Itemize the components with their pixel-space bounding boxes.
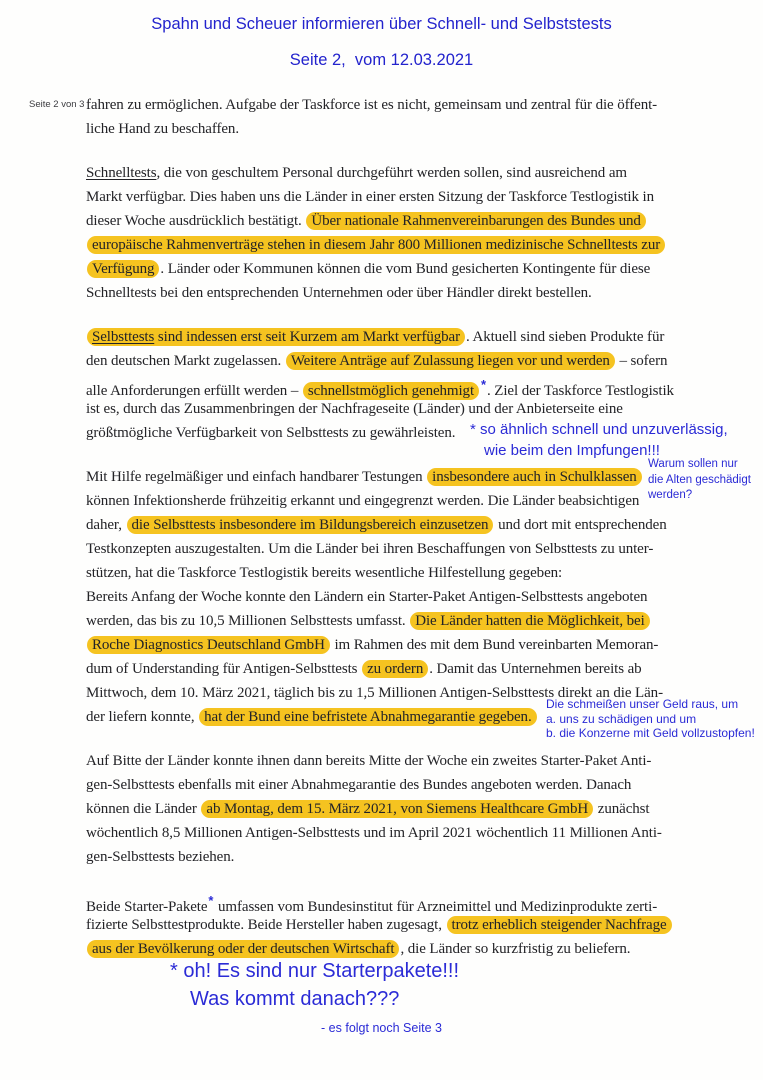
body-text: Schnelltests bei den entsprechenden Unternehmen oder über Händler direkt bestellen.	[86, 285, 592, 301]
text-line	[86, 373, 746, 397]
body-text: Mittwoch, dem 10. März 2021, täglich bis zu 1,5 Millionen Antigen-Selbsttests direkt an die Län-	[86, 685, 663, 701]
highlight-marker	[127, 516, 494, 534]
text-line	[86, 797, 746, 821]
text-line	[86, 561, 746, 585]
body-text: . Aktuell sind sieben Produkte für	[466, 329, 665, 345]
text-line	[86, 845, 746, 869]
body-text: der liefern konnte,	[86, 709, 199, 725]
text-line	[86, 257, 746, 281]
highlight-marker	[362, 660, 428, 678]
annotation-line: die Alten geschädigt	[648, 473, 751, 486]
highlighted-text: Über nationale Rahmenvereinbarungen des Bundes und	[311, 213, 641, 229]
body-text: fizierte Selbsttestprodukte. Beide Hersteller haben zugesagt,	[86, 917, 446, 933]
body-paragraph-schnelltests	[86, 161, 746, 305]
body-text: ist es, durch das Zusammenbringen der Nachfrageseite (Länder) und der Anbieterseite eine	[86, 401, 623, 417]
annotation-line: a. uns zu schädigen und um	[546, 711, 697, 726]
annotation-line: Die schmeißen unser Geld raus, um	[546, 697, 739, 711]
annotation-line: Was kommt danach???	[190, 988, 400, 1010]
body-text: Testkonzepten auszugestalten. Um die Länder bei ihren Beschaffungen von Selbsttests zu unter-	[86, 541, 654, 557]
highlighted-text: hat der Bund eine befristete Abnahmegarantie gegeben.	[204, 709, 532, 725]
annotation-line: * oh! Es sind nur Starterpakete!!!	[170, 960, 460, 982]
body-text: – sofern	[615, 353, 668, 369]
body-text: dum of Understanding für Antigen-Selbsttests	[86, 661, 362, 677]
document-subtitle-page-date: Seite 2, vom 12.03.2021	[289, 51, 474, 69]
highlight-marker	[427, 468, 642, 486]
body-text: und dort mit entsprechenden	[494, 517, 667, 533]
highlighted-text: Weitere Anträge auf Zulassung liegen vor und werden	[290, 353, 610, 369]
highlight-marker	[306, 212, 645, 230]
highlight-marker	[87, 236, 665, 254]
note-geld	[546, 697, 755, 741]
body-text: gen-Selbsttests beziehen.	[86, 849, 235, 865]
note-starterpakete	[170, 957, 459, 1013]
highlighted-text: aus der Bevölkerung oder der deutschen Wirtschaft	[92, 941, 395, 957]
annotation-line: werden?	[648, 489, 693, 501]
body-text: größtmögliche Verfügbarkeit von Selbsttests zu gewährleisten.	[86, 425, 456, 441]
body-text: alle Anforderungen erfüllt werden –	[86, 383, 302, 399]
text-line	[86, 609, 746, 633]
highlighted-text: Roche Diagnostics Deutschland GmbH	[92, 637, 325, 653]
text-line	[86, 185, 746, 209]
body-text: dieser Woche ausdrücklich bestätigt.	[86, 213, 306, 229]
highlight-marker	[199, 708, 536, 726]
body-text: Markt verfügbar. Dies haben uns die Länder in einer ersten Sitzung der Taskforce Testlogistik in	[86, 189, 655, 205]
text-line	[86, 513, 746, 537]
text-line	[86, 889, 746, 913]
text-line	[86, 657, 746, 681]
highlight-marker	[87, 260, 159, 278]
annotation-line: Warum sollen nur	[648, 458, 738, 470]
text-line	[86, 821, 746, 845]
page-marker: Seite 2 von 3	[29, 99, 85, 110]
body-text: den deutschen Markt zugelassen.	[86, 353, 285, 369]
text-line	[86, 281, 746, 305]
annotation-line: wie beim den Impfungen!!!	[484, 442, 660, 459]
highlighted-text: trotz erheblich steigender Nachfrage	[451, 917, 667, 933]
highlight-marker	[447, 916, 672, 934]
note-impfungen	[470, 419, 728, 461]
highlighted-text: die Selbsttests insbesondere im Bildungsbereich einzusetzen	[131, 517, 489, 533]
highlighted-text: schnellstmöglich genehmigt	[307, 383, 475, 399]
asterisk-marker: *	[481, 377, 486, 392]
body-paragraph-siemens	[86, 749, 746, 869]
highlighted-text: europäische Rahmenverträge stehen in diesem Jahr 800 Millionen medizinische Schnelltests zur	[92, 237, 661, 253]
text-line	[86, 117, 746, 141]
body-paragraph-schulklassen-roche	[86, 465, 746, 729]
body-text: zunächst	[594, 801, 650, 817]
text-line	[86, 93, 746, 117]
highlight-marker	[286, 352, 615, 370]
annotation-line: b. die Konzerne mit Geld vollzustopfen!	[546, 726, 755, 740]
text-line	[86, 749, 746, 773]
highlighted-text: sind indessen erst seit Kurzem am Markt verfügbar	[154, 329, 460, 345]
highlight-marker	[87, 636, 330, 654]
highlighted-text: zu ordern	[367, 661, 424, 677]
footer-note: - es folgt noch Seite 3	[321, 1021, 442, 1035]
text-line	[86, 633, 746, 657]
highlight-marker	[87, 328, 465, 346]
body-text: wöchentlich 8,5 Millionen Antigen-Selbsttests und im April 2021 wöchentlich 11 Millionen Anti-	[86, 825, 662, 841]
body-text: werden, das bis zu 10,5 Millionen Selbsttests umfasst.	[86, 613, 410, 629]
body-text: Auf Bitte der Länder konnte ihnen dann bereits Mitte der Woche ein zweites Starter-Paket Anti-	[86, 753, 652, 769]
body-text: stützen, hat die Taskforce Testlogistik bereits wesentliche Hilfestellung gegeben:	[86, 565, 563, 581]
document-body	[86, 93, 746, 981]
highlight-marker	[410, 612, 649, 630]
body-text: . Damit das Unternehmen bereits ab	[429, 661, 642, 677]
text-line	[86, 349, 746, 373]
body-text: , die Länder so kurzfristig zu beliefern.	[400, 941, 631, 957]
body-paragraph-intro	[86, 93, 746, 141]
text-line	[86, 325, 746, 349]
asterisk-marker: *	[208, 893, 214, 908]
text-line	[86, 489, 746, 513]
body-text: Beide Starter-Pakete	[86, 899, 208, 915]
text-line	[86, 585, 746, 609]
text-line	[86, 465, 746, 489]
body-paragraph-starter-pakete	[86, 889, 746, 961]
body-text: . Ziel der Taskforce Testlogistik	[487, 383, 674, 399]
note-alten	[648, 457, 751, 504]
text-line	[86, 397, 746, 421]
highlighted-text: ab Montag, dem 15. März 2021, von Siemens Healthcare GmbH	[206, 801, 589, 817]
body-text: fahren zu ermöglichen. Aufgabe der Taskforce ist es nicht, gemeinsam und zentral für die öffent-	[86, 97, 658, 113]
highlighted-text: Verfügung	[92, 261, 155, 277]
body-text: liche Hand zu beschaffen.	[86, 121, 239, 137]
highlight-marker	[201, 800, 593, 818]
body-text: können die Länder	[86, 801, 201, 817]
highlight-marker	[87, 940, 399, 958]
body-text: daher,	[86, 517, 126, 533]
body-text: Bereits Anfang der Woche konnte den Ländern ein Starter-Paket Antigen-Selbsttests angeboten	[86, 589, 648, 605]
body-text: Mit Hilfe regelmäßiger und einfach handbarer Testungen	[86, 469, 427, 485]
text-line	[86, 537, 746, 561]
text-line	[86, 913, 746, 937]
body-text: im Rahmen des mit dem Bund vereinbarten Memoran-	[330, 637, 659, 653]
body-text: , die von geschultem Personal durchgeführt werden sollen, sind ausreichend am	[156, 165, 627, 181]
body-text: umfassen vom Bundesinstitut für Arzneimittel und Medizinprodukte zerti-	[214, 899, 658, 915]
annotation-line: * so ähnlich schnell und unzuverlässig,	[470, 421, 728, 438]
text-line	[86, 773, 746, 797]
body-text: können Infektionsherde frühzeitig erkannt und eingegrenzt werden. Die Länder beabsichtigen	[86, 493, 640, 509]
body-text: . Länder oder Kommunen können die vom Bund gesicherten Kontingente für diese	[160, 261, 651, 277]
highlighted-text: Selbsttests	[92, 329, 155, 345]
document-title: Spahn und Scheuer informieren über Schnell- und Selbststests	[151, 15, 612, 33]
highlighted-text: Die Länder hatten die Möglichkeit, bei	[415, 613, 645, 629]
text-line	[86, 161, 746, 185]
highlighted-text: insbesondere auch in Schulklassen	[432, 469, 637, 485]
body-text: gen-Selbsttests ebenfalls mit einer Abnahmegarantie des Bundes angeboten werden. Danach	[86, 777, 632, 793]
text-line	[86, 233, 746, 257]
text-line	[86, 209, 746, 233]
body-text: Schnelltests	[86, 165, 157, 181]
